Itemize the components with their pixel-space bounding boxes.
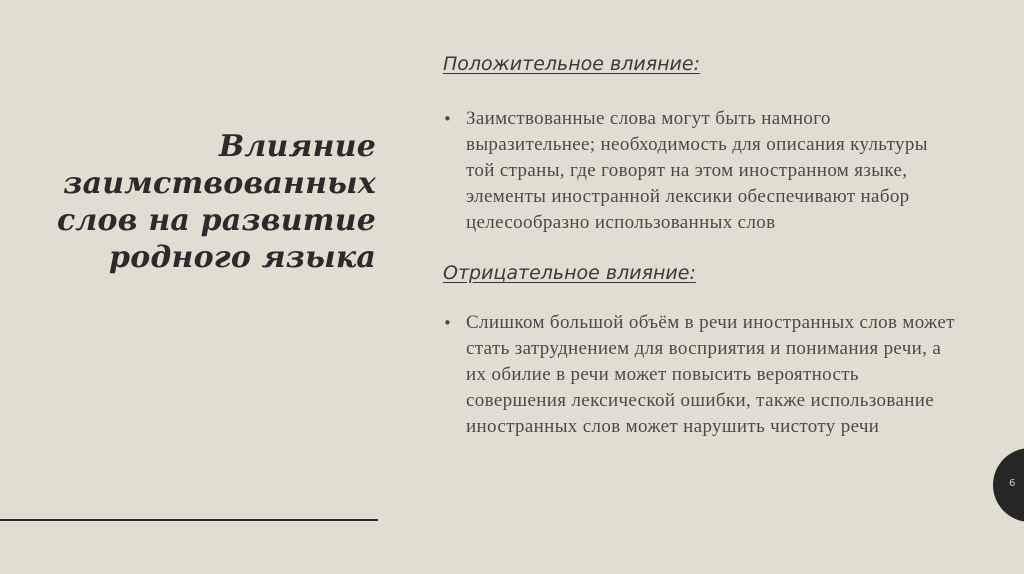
- page-number-badge: [993, 448, 1024, 522]
- positive-influence-text: Заимствованные слова могут быть намного выразительнее; необходимость для описания культуры той страны, где говорят на этом иностранном языке, элементы иностранной лексики обеспечивают набор целесообразно использованных слов: [466, 108, 928, 233]
- negative-influence-text: Слишком большой объём в речи иностранных слов может стать затруднением для восприятия и понимания речи, а их обилие в речи может повысить вероятность совершения лексической ошибки, также использование иностранных слов может нарушить чистоту речи: [466, 312, 955, 437]
- title-divider: [0, 519, 378, 521]
- content-panel: [443, 52, 978, 440]
- bullet-icon: •: [443, 314, 453, 332]
- negative-influence-list: [443, 310, 978, 440]
- positive-influence-heading: Положительное влияние:: [443, 53, 701, 75]
- negative-influence-heading: Отрицательное влияние:: [443, 262, 696, 284]
- page-number: 6: [1009, 478, 1016, 489]
- negative-influence-item: [443, 310, 956, 440]
- slide-title: Влияние заимствованных слов на развитие родного языка: [56, 129, 376, 275]
- positive-influence-item: [443, 106, 936, 236]
- positive-influence-list: [443, 106, 978, 236]
- bullet-icon: •: [443, 110, 453, 128]
